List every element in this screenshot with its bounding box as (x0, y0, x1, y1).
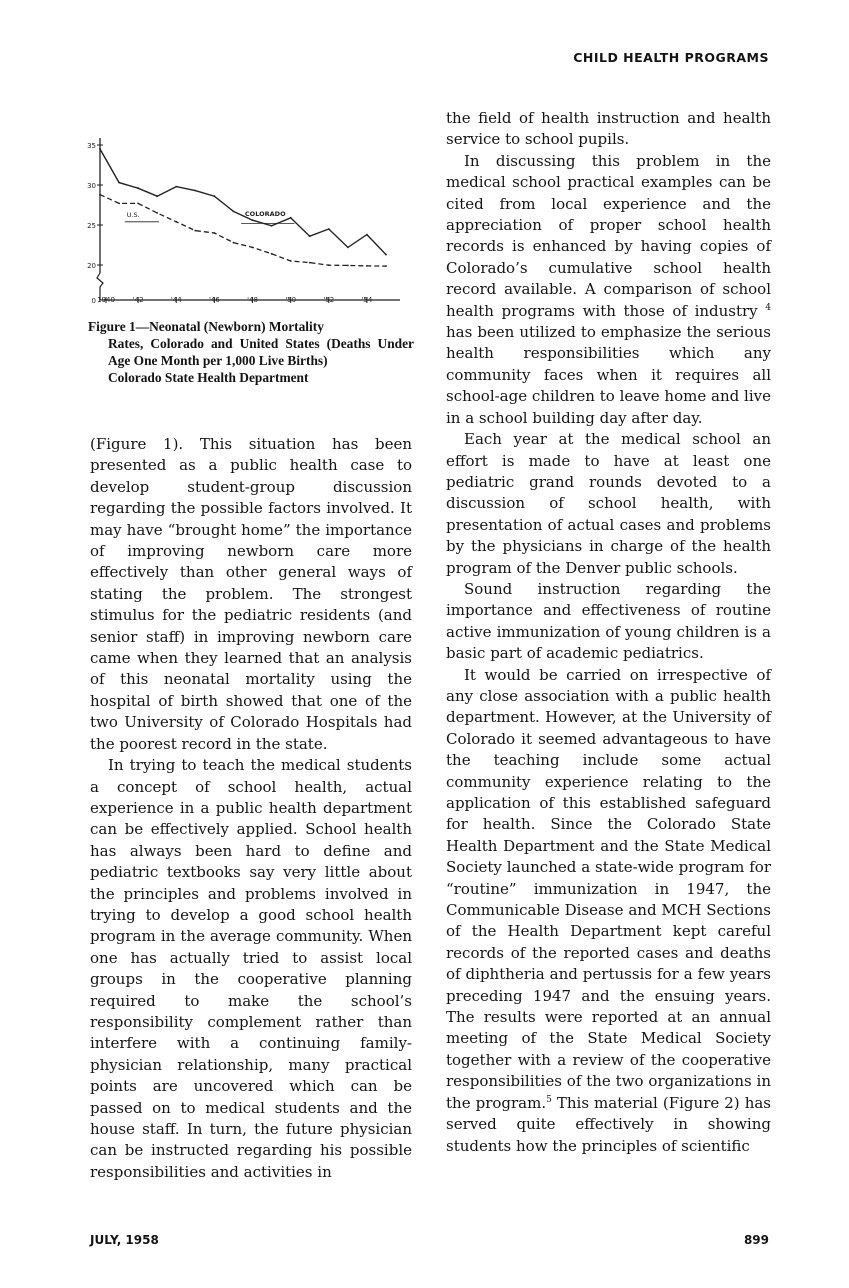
data-point (252, 219, 254, 221)
data-point (252, 247, 254, 249)
paragraph: In trying to teach the medical students a concept of school health, actual experience in a public health department can be effectively applied. School health has always been hard to define and pediatric textbooks say very little about the principles and problems involved in trying to develop a good school health program in the average community. When one has actually tried to assist local groups in the cooperative planning required to make the school’s responsibility complement rather than interfere with a continuing family-physician relationship, many practical points are uncovered which can be passed on to medical students and the house staff. In turn, the future physician can be instructed regarding his possible responsibilities and activities in (90, 756, 412, 1181)
data-point (194, 190, 196, 192)
data-point (175, 186, 177, 188)
x-tick-label: '48 (247, 296, 258, 304)
caption-title: Figure 1—Neonatal (Newborn) Mortality (88, 319, 324, 334)
paragraph: the field of health instruction and health service to school pupils. (446, 109, 771, 149)
left-column (90, 434, 412, 1183)
series-label-colorado: COLORADO (244, 210, 286, 219)
y-tick-label: 20 (87, 262, 96, 270)
data-point (99, 148, 101, 150)
data-point (366, 234, 368, 236)
series-line-us (100, 195, 386, 267)
figure-1 (88, 128, 414, 386)
neonatal-mortality-chart (88, 128, 414, 314)
paragraph-text: It would be carried on irrespective of any close association with a public health department. However, at the University of Colorado it seemed advantageous to have the teaching include some actual community experience relating to the application of this established safeguard for health. Since the Colorado State Health Department and the State Medical Society launched a state-wide program for “routine” immunization in 1947, the Communicable Disease and MCH Sections of the Health Department kept careful records of the reported cases and deaths of diphtheria and pertussis for a few years preceding 1947 and the ensuing years. The results were reported at an annual meeting of the State Medical Society together with a review of the cooperative responsibilities of the two organizations in the program. (446, 665, 771, 1112)
data-point (328, 228, 330, 230)
data-point (118, 203, 120, 205)
data-point (328, 264, 330, 266)
data-point (214, 195, 216, 197)
data-point (271, 225, 273, 227)
y-tick-label: 30 (87, 182, 96, 190)
x-tick-label: '52 (323, 296, 335, 304)
data-point (366, 265, 368, 267)
data-point (99, 194, 101, 196)
data-point (233, 242, 235, 244)
x-tick-label: '50 (285, 296, 297, 304)
data-point (309, 262, 311, 264)
page-number: 899 (743, 1233, 769, 1247)
paragraph: Sound instruction regarding the importance and effectiveness of routine active immunization of young children is a basic part of academic pediatrics. (446, 579, 771, 663)
caption-description: Rates, Colorado and United States (Deaths Under Age One Month per 1,000 Live Births) (108, 336, 414, 368)
paragraph (446, 665, 771, 1157)
data-point (347, 265, 349, 267)
data-point (137, 187, 139, 189)
reference-marker: 5 (546, 1094, 552, 1105)
paragraph-text: In discussing this problem in the medical school practical examples can be cited from local experience and the appreciation of proper school health records is enhanced by having copies of Colorado’s cumulative school health record available. A comparison of school health programs with those of industry (446, 151, 771, 320)
data-point (290, 260, 292, 262)
y-tick-label: 0 (91, 297, 96, 305)
data-point (175, 221, 177, 223)
series-label-us: U.S. (126, 211, 140, 219)
data-point (156, 195, 158, 197)
paragraph: Each year at the medical school an effort is made to have at least one pediatric grand rounds devoted to a discussion of school health, with presentation of actual cases and problems by the physicians in charge of the health program of the Denver public schools. (446, 430, 771, 577)
x-tick-label: '54 (361, 296, 373, 304)
data-point (156, 212, 158, 214)
data-point (233, 211, 235, 213)
data-point (271, 253, 273, 255)
y-tick-label: 35 (87, 142, 96, 150)
data-point (385, 254, 387, 256)
paragraph-text: has been utilized to emphasize the serious health responsibilities which any community faces when it requires all school-age children to leave home and live in a school building day after day. (446, 323, 771, 427)
data-point (118, 182, 120, 184)
data-point (194, 230, 196, 232)
y-tick-label: 25 (87, 222, 96, 230)
paragraph: (Figure 1). This situation has been presented as a public health case to develop student-group discussion regarding the possible factors involved. It may have “brought home” the importance of improving newborn care more effectively than other general ways of stating the problem. The strongest stimulus for the pediatric residents (and senior staff) in improving newborn care came when they learned that an analysis of this neonatal mortality using the hospital of birth showed that one of the two University of Colorado Hospitals had the poorest record in the state. (90, 435, 412, 753)
data-point (385, 265, 387, 267)
data-point (347, 247, 349, 249)
data-point (290, 217, 292, 219)
right-column (446, 108, 771, 1157)
figure-caption (88, 318, 414, 386)
x-tick-label: '44 (170, 296, 182, 304)
series-line-colorado (100, 149, 386, 255)
x-tick-label: 1940 (97, 296, 115, 304)
x-tick-label: '42 (132, 296, 144, 304)
data-point (137, 203, 139, 205)
reference-marker: 4 (765, 302, 771, 313)
data-point (214, 232, 216, 234)
paragraph-text: This material (Figure 2) has served quite effectively in showing students how the principles of scientific (446, 1093, 771, 1155)
x-tick-label: '46 (208, 296, 220, 304)
running-head: CHILD HEALTH PROGRAMS (573, 50, 769, 65)
data-point (309, 235, 311, 237)
paragraph (446, 151, 771, 429)
caption-source: Colorado State Health Department (108, 370, 309, 385)
footer-date: JULY, 1958 (90, 1233, 159, 1247)
